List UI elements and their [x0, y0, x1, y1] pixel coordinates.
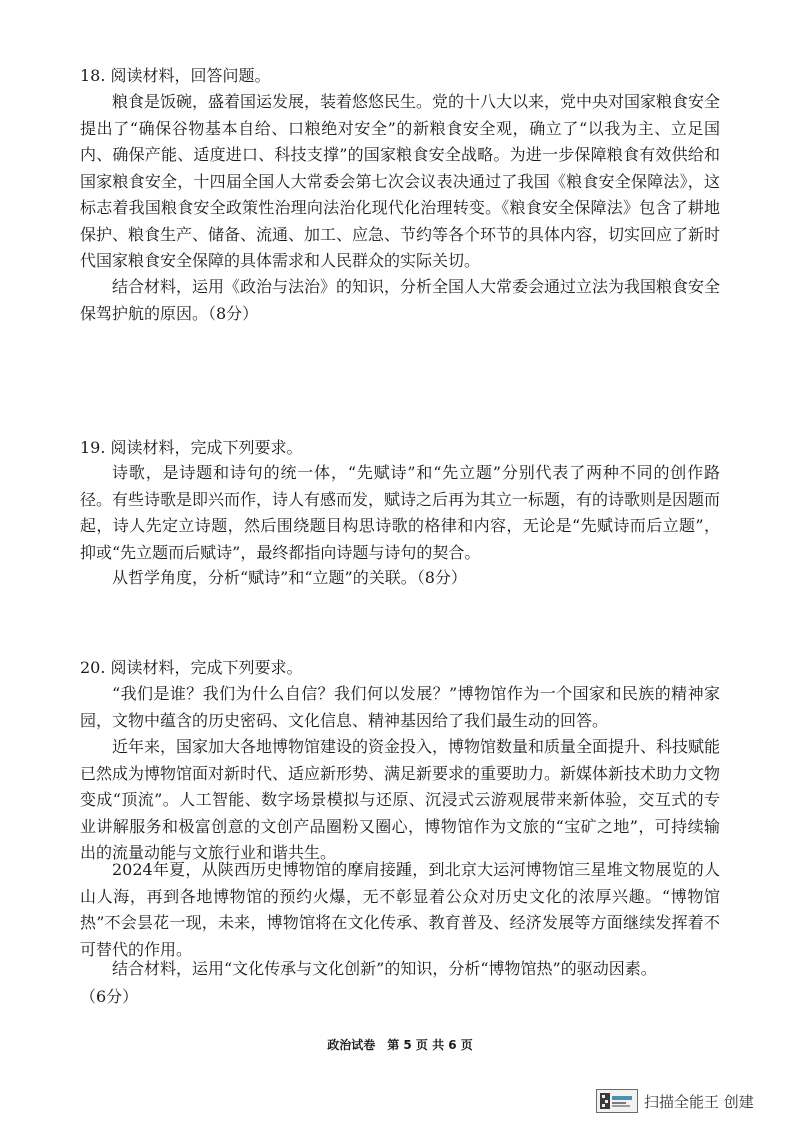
camscanner-logo-icon — [596, 1089, 638, 1113]
q19-question: 从哲学角度，分析“赋诗”和“立题”的关联。（8分） — [112, 568, 467, 587]
q18-question: 结合材料，运用《政治与法治》的知识，分析全国人大常委会通过立法为我国粮食安全保驾护航的原因。（8分） — [80, 277, 721, 323]
q18-title: 18. 阅读材料，回答问题。 — [80, 66, 271, 85]
q19-material: 诗歌，是诗题和诗句的统一体，“先赋诗”和“先立题”分别代表了两种不同的创作路径。有些诗歌是即兴而作，诗人有感而发，赋诗之后再为其立一标题，有的诗歌则是因题而起，诗人先定立诗题，然后围绕题目构思诗歌的格律和内容，无论是“先赋诗而后立题”，抑或“先立题而后赋诗”，最终都指向诗题与诗句的契合。 — [80, 463, 721, 562]
q19-title: 19. 阅读材料，完成下列要求。 — [80, 438, 303, 457]
q20-points: （6分） — [80, 987, 139, 1006]
q20-paragraph-1: “我们是谁？我们为什么自信？我们何以发展？”博物馆作为一个国家和民族的精神家园，文物中蕴含的历史密码、文化信息、精神基因给了我们最生动的回答。 — [80, 684, 720, 730]
q20-question: 结合材料，运用“文化传承与文化创新”的知识，分析“博物馆热”的驱动因素。 — [112, 959, 657, 978]
watermark-text: 扫描全能王 创建 — [644, 1092, 754, 1111]
q18-material: 粮食是饭碗，盛着国运发展，装着悠悠民生。党的十八大以来，党中央对国家粮食安全提出了“确保谷物基本自给、口粮绝对安全”的新粮食安全观，确立了“以我为主、立足国内、确保产能、适度进口、科技支撑”的国家粮食安全战略。为进一步保障粮食有效供给和国家粮食安全，十四届全国人大常委会第七次会议表决通过了我国《粮食安全保障法》，这标志着我国粮食安全政策性治理向法治化现代化治理转变。《粮食安全保障法》包含了耕地保护、粮食生产、储备、流通、加工、应急、节约等各个环节的具体内容，切实回应了新时代国家粮食安全保障的具体需求和人民群众的实际关切。 — [80, 92, 721, 270]
q20-paragraph-2: 近年来，国家加大各地博物馆建设的资金投入，博物馆数量和质量全面提升、科技赋能已然成为博物馆面对新时代、适应新形势、满足新要求的重要助力。新媒体新技术助力文物变成“顶流”。人工智能、数字场景模拟与还原、沉浸式云游观展带来新体验，交互式的专业讲解服务和极富创意的文创产品圈粉又圈心，博物馆作为文旅的“宝矿之地”，可持续输出的流量动能与文旅行业和谐共生。 — [80, 737, 721, 862]
q20-title: 20. 阅读材料，完成下列要求。 — [80, 658, 303, 677]
page-footer: 政治试卷 第 5 页 共 6 页 — [327, 1038, 473, 1052]
scanner-watermark — [596, 1087, 754, 1115]
q20-paragraph-3: 2024年夏，从陕西历史博物馆的摩肩接踵，到北京大运河博物馆三星堆文物展览的人山人海，再到各地博物馆的预约火爆，无不彰显着公众对历史文化的浓厚兴趣。“博物馆热”不会昙花一现，未来，博物馆将在文化传承、教育普及、经济发展等方面继续发挥着不可替代的作用。 — [80, 860, 720, 959]
